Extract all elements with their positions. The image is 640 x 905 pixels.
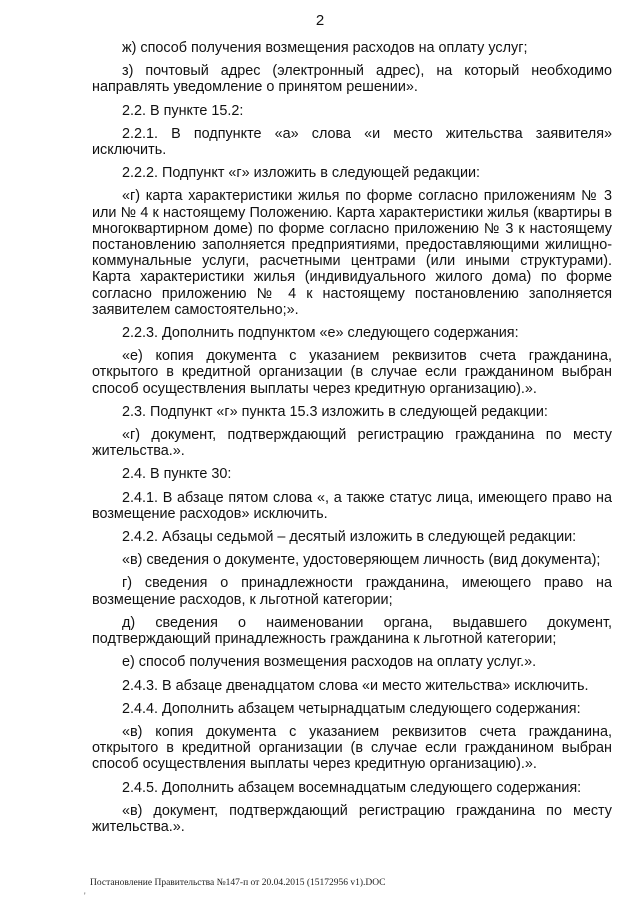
- paragraph: ж) способ получения возмещения расходов на оплату услуг;: [122, 40, 528, 56]
- paragraph: з) почтовый адрес (электронный адрес), на который необходимо направлять уведомление о принятом решении».: [92, 63, 612, 96]
- paragraph: 2.3. Подпункт «г» пункта 15.3 изложить в следующей редакции:: [122, 403, 548, 420]
- paragraph: «в) сведения о документе, удостоверяющем личность (вид документа);: [122, 552, 601, 569]
- paragraph: 2.4. В пункте 30:: [122, 466, 232, 483]
- paragraph: «г) документ, подтверждающий регистрацию гражданина по месту жительства.».: [92, 427, 612, 460]
- document-footer: Постановление Правительства №147-п от 20.04.2015 (15172956 v1).DOC: [90, 878, 386, 888]
- paragraph: 2.4.1. В абзаце пятом слова «, а также статус лица, имеющего право на возмещение расходов» исключить.: [92, 489, 612, 522]
- document-body: [92, 40, 612, 842]
- paragraph: 2.2.2. Подпункт «г» изложить в следующей редакции:: [122, 165, 481, 182]
- paragraph: 2.2. В пункте 15.2:: [122, 102, 244, 119]
- paragraph: е) способ получения возмещения расходов на оплату услуг.».: [122, 654, 537, 671]
- paragraph: 2.4.4. Дополнить абзацем четырнадцатым следующего содержания:: [122, 700, 581, 717]
- paragraph: «е) копия документа с указанием реквизитов счета гражданина, открытого в кредитной организации (в случае если гражданином выбран способ осуществления выплаты через кредитную организацию).».: [92, 348, 612, 397]
- paragraph: «г) карта характеристики жилья по форме согласно приложениям № 3 или № 4 к настоящему Положению. Карта характеристики жилья (квартиры в многоквартирном доме) по форме согласно приложению № 3 к настоящему постановлению заполняется предприятиями, предоставляющими жилищно-коммунальные услуги, расчетными центрами (или иными структурами). Карта характеристики жилья (индивидуального жилого дома) по форме согласно приложению № 4 к настоящему постановлению заполняется заявителем самостоятельно;».: [92, 188, 612, 318]
- margin-mark: ': [84, 891, 86, 901]
- paragraph: 2.4.5. Дополнить абзацем восемнадцатым следующего содержания:: [122, 779, 582, 796]
- paragraph: 2.2.3. Дополнить подпунктом «е» следующего содержания:: [122, 325, 519, 342]
- page-number: 2: [315, 12, 325, 29]
- paragraph: «в) документ, подтверждающий регистрацию гражданина по месту жительства.».: [92, 802, 612, 835]
- paragraph: г) сведения о принадлежности гражданина, имеющего право на возмещение расходов, к льготной категории;: [92, 575, 612, 608]
- paragraph: д) сведения о наименовании органа, выдавшего документ, подтверждающий принадлежность гражданина к льготной категории;: [92, 614, 612, 648]
- paragraph: 2.2.1. В подпункте «а» слова «и место жительства заявителя» исключить.: [92, 125, 612, 159]
- paragraph: «в) копия документа с указанием реквизитов счета гражданина, открытого в кредитной организации (в случае если гражданином выбран способ осуществления выплаты через кредитную организацию).».: [92, 723, 612, 773]
- paragraph: 2.4.3. В абзаце двенадцатом слова «и место жительства» исключить.: [122, 677, 589, 694]
- paragraph: 2.4.2. Абзацы седьмой – десятый изложить в следующей редакции:: [122, 529, 577, 546]
